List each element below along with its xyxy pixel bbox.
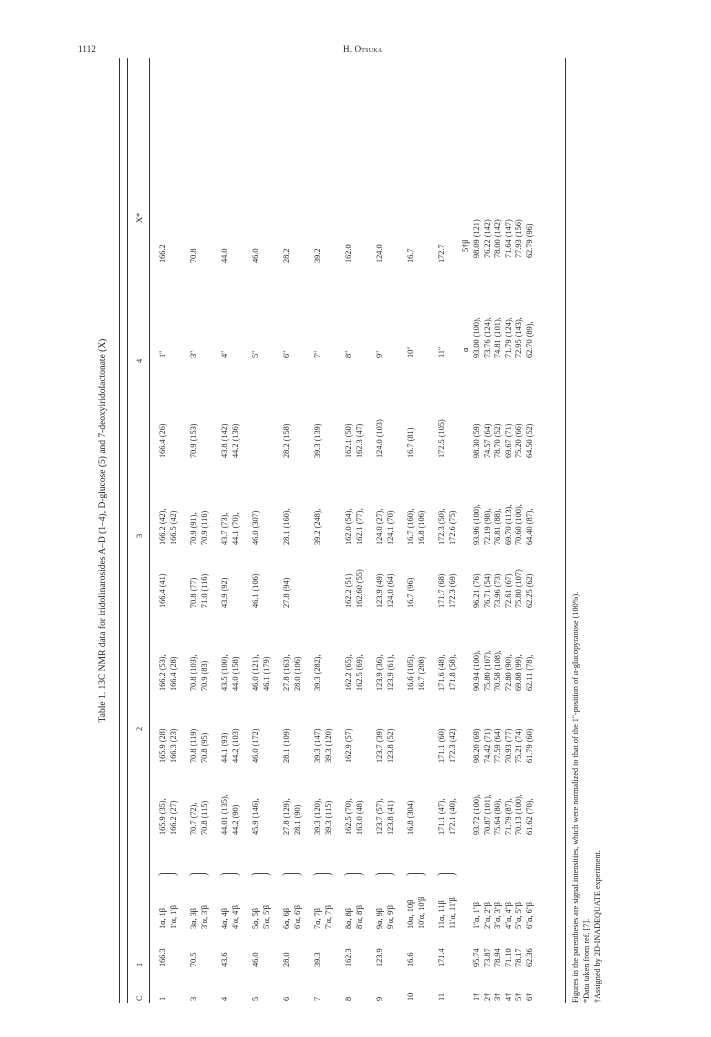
cell-v1: 71.10 xyxy=(503,948,513,967)
cell-v4: 166.2 (53), xyxy=(158,654,167,691)
cell-v3: 77.59 (64) xyxy=(493,728,502,763)
cell-v4b: 28.0 (106) xyxy=(293,656,302,691)
page-number: 1112 xyxy=(78,44,97,54)
cell-v3b: 39.3 (120) xyxy=(324,728,333,763)
cell-a: 4α, 4β xyxy=(220,907,229,929)
cell-xv: 39.2 xyxy=(313,248,322,263)
cell-v7: 43.8 (142) xyxy=(220,423,229,458)
cell-v4: 75.80 (107), xyxy=(482,650,492,691)
cell-xv: 172.7 xyxy=(437,244,446,263)
cell-v7: 162.1 (50) xyxy=(344,423,353,458)
cell-v6b: 44.1 (70), xyxy=(231,512,240,545)
cell-v3: 171.1 (60) xyxy=(437,728,446,763)
cell-v4b: 123.9 (61), xyxy=(386,654,395,691)
cell-v5b: 71.0 (116) xyxy=(200,573,209,608)
header-c: C xyxy=(135,995,144,1001)
cell-v2: 123.7 (57), xyxy=(375,798,384,835)
cell-v3: 75.21 (74) xyxy=(514,728,523,763)
cell-v3: 28.1 (109) xyxy=(282,728,291,763)
cell-v4: 72.80 (90), xyxy=(503,654,513,691)
cell-v4: 39.3 (282), xyxy=(313,654,322,691)
cell-a2: 11'α, 11'β xyxy=(448,897,457,929)
cell-c: 10 xyxy=(406,992,415,1001)
cell-a: 5α, 5β xyxy=(251,907,260,929)
cell-v2b: 39.3 (115) xyxy=(324,800,333,835)
cell-v6: 124.0 (27), xyxy=(375,508,384,545)
cell-v5: 171.7 (68) xyxy=(437,573,446,608)
cell-a: 11α, 11β xyxy=(437,900,446,929)
header-7: 4 xyxy=(135,358,144,363)
cell-v4: 16.6 (105), xyxy=(406,654,415,691)
cell-v6: 16.7 (160), xyxy=(406,508,415,545)
cell-a2: 8'α, 8'β xyxy=(355,904,364,929)
cell-v2: 61.62 (70), xyxy=(524,798,534,835)
cell-xb: 78.00 (142) xyxy=(493,219,502,258)
cell-v1: 78.94 xyxy=(493,948,502,967)
cell-a: 6α, 6β xyxy=(282,907,291,929)
cell-c: 3 xyxy=(189,996,198,1001)
brace xyxy=(251,873,271,877)
cell-a: 8α, 8β xyxy=(344,907,353,929)
cell-v4: 69.88 (99), xyxy=(514,654,523,691)
cell-v2b: 166.2 (27) xyxy=(169,800,178,835)
cell-c: 5 xyxy=(251,996,260,1001)
cell-xb: 71.64 (147) xyxy=(503,219,513,258)
cell-v7b: 44.2 (136) xyxy=(231,423,240,458)
cell-v7b: 162.3 (47) xyxy=(355,423,364,458)
cell-v4: 90.94 (100), xyxy=(472,650,481,691)
cell-a2: 7'α, 7'β xyxy=(324,904,333,929)
cell-xl: 11'' xyxy=(437,347,446,358)
cell-v5: 75.80 (107) xyxy=(514,569,523,608)
cell-xl: 6'' xyxy=(282,350,291,358)
brace xyxy=(189,873,209,877)
cell-v3b: 172.3 (42) xyxy=(448,728,457,763)
cell-xb: 98.09 (121) xyxy=(472,219,481,258)
cell-v6b: 70.9 (116) xyxy=(200,510,209,545)
cell-a: 1α, 1β xyxy=(158,907,167,929)
cell-xl: 9'' xyxy=(375,350,384,358)
sugar-head-beta: 5†β xyxy=(461,239,470,252)
cell-c: 4 xyxy=(220,996,229,1001)
cell-v2b: 28.1 (90) xyxy=(293,804,302,835)
cell-v4: 46.0 (121), xyxy=(251,654,260,691)
cell-v3: 165.9 (28) xyxy=(158,728,167,763)
cell-v3: 98.20 (69) xyxy=(472,728,481,763)
cell-v5b: 124.0 (64) xyxy=(386,573,395,608)
brace xyxy=(313,873,333,877)
cell-v2b: 44.2 (90) xyxy=(231,804,240,835)
cell-v2: 44.01 (135), xyxy=(220,794,229,835)
cell-v5: 72.61 (67) xyxy=(503,573,513,608)
cell-c: 2† xyxy=(482,992,492,1001)
cell-v7: 70.9 (153) xyxy=(189,423,198,458)
cell-a: 1''α, 1''β xyxy=(472,902,481,929)
cell-v1: 28.0 xyxy=(282,952,291,967)
cell-c: 1† xyxy=(472,992,481,1001)
cell-v5: 73.96 (73) xyxy=(493,573,502,608)
cell-v1: 43.6 xyxy=(220,952,229,967)
cell-v3b: 44.2 (103) xyxy=(231,728,240,763)
cell-v1: 62.36 xyxy=(524,948,534,967)
cell-xv: 166.2 xyxy=(158,244,167,263)
cell-v7: 39.3 (139) xyxy=(313,423,322,458)
cell-v6: 166.2 (42), xyxy=(158,508,167,545)
cell-v7: 98.30 (59) xyxy=(472,423,481,458)
cell-xa: 62.70 (89), xyxy=(524,321,534,358)
cell-a: 9α, 9β xyxy=(375,907,384,929)
cell-c: 4† xyxy=(503,992,513,1001)
running-head-author: H. Otsuka xyxy=(343,44,383,54)
cell-v6: 28.1 (160), xyxy=(282,508,291,545)
cell-v6: 93.96 (100), xyxy=(472,504,481,545)
cell-xl: 4'' xyxy=(220,350,229,358)
cell-v5: 123.9 (49) xyxy=(375,573,384,608)
cell-v2: 75.64 (80), xyxy=(493,798,502,835)
cell-v7: 69.67 (71) xyxy=(503,423,513,458)
cell-v2: 171.1 (47), xyxy=(437,798,446,835)
cell-v3b: 123.8 (52) xyxy=(386,728,395,763)
cell-c: 7 xyxy=(313,996,322,1001)
cell-v4b: 46.1 (179) xyxy=(262,656,271,691)
cell-xb: 62.79 (96) xyxy=(524,223,534,258)
cell-v7: 78.70 (52) xyxy=(493,423,502,458)
cell-xl: 7'' xyxy=(313,350,322,358)
cell-v1: 70.5 xyxy=(189,952,198,967)
cell-xv: 44.0 xyxy=(220,248,229,263)
sugar-head-alpha: α xyxy=(461,347,470,352)
brace xyxy=(344,873,364,877)
cell-c: 11 xyxy=(437,993,446,1001)
cell-xv: 28.2 xyxy=(282,248,291,263)
brace xyxy=(158,873,178,877)
cell-v7: 16.7 (81) xyxy=(406,427,415,458)
cell-v2b: 123.8 (41) xyxy=(386,800,395,835)
cell-v6b: 172.6 (75) xyxy=(448,510,457,545)
cell-v3: 74.42 (71) xyxy=(482,728,492,763)
cell-v3: 70.8 (119) xyxy=(189,728,198,763)
cell-v3: 123.7 (39) xyxy=(375,728,384,763)
cell-v2: 93.72 (100), xyxy=(472,794,481,835)
footnote-1: Figures in the parentheses are signal intensities, which were normalized to that of the 1''-position of α-glucopyranose (100%). xyxy=(571,591,580,1003)
cell-v5: 43.9 (92) xyxy=(220,577,229,608)
cell-v2: 27.8 (129), xyxy=(282,798,291,835)
cell-v1: 162.3 xyxy=(344,948,353,967)
cell-xl: 8'' xyxy=(344,350,353,358)
cell-a2: 3'α, 3'β xyxy=(200,904,209,929)
cell-v7: 75.20 (66) xyxy=(514,423,523,458)
cell-a2: 1'α, 1'β xyxy=(169,904,178,929)
cell-a: 10α, 10β xyxy=(406,899,415,929)
cell-v3: 61.79 (60) xyxy=(524,728,534,763)
brace xyxy=(406,873,426,877)
cell-v3: 44.1 (93) xyxy=(220,732,229,763)
header-3: 2 xyxy=(135,726,144,731)
rotated-table xyxy=(95,58,615,1003)
table-bottom-rule xyxy=(565,58,566,1003)
cell-xv: 46.0 xyxy=(251,248,260,263)
cell-v5: 62.25 (62) xyxy=(524,573,534,608)
cell-v7: 124.0 (103) xyxy=(375,419,384,458)
cell-v2: 71.79 (87), xyxy=(503,798,513,835)
cell-v6: 46.0 (307) xyxy=(251,510,260,545)
cell-v1: 123.9 xyxy=(375,948,384,967)
table-caption: Table 1. 13C NMR data for iridolinarosides A–D (1–4), D-glucose (5) and 7-deoxyiridolactonate (X) xyxy=(98,338,108,723)
cell-v4b: 70.9 (83) xyxy=(200,660,209,691)
cell-v2b: 70.8 (115) xyxy=(200,800,209,835)
cell-v1: 16.6 xyxy=(406,952,415,967)
cell-a: 5''α, 5''β xyxy=(514,902,523,929)
table-top-rule xyxy=(119,58,120,1003)
cell-c: 1 xyxy=(158,996,167,1001)
cell-v4: 27.8 (163), xyxy=(282,654,291,691)
cell-v6: 64.40 (87), xyxy=(524,508,534,545)
cell-xa: 73.76 (124), xyxy=(482,317,492,358)
header-5: 3 xyxy=(135,533,144,538)
cell-v4b: 166.4 (28) xyxy=(169,656,178,691)
cell-v7: 172.5 (105) xyxy=(437,419,446,458)
cell-v4: 123.9 (36), xyxy=(375,654,384,691)
cell-xa: 74.81 (101), xyxy=(493,317,502,358)
cell-c: 6† xyxy=(524,992,534,1001)
cell-a: 3α, 3β xyxy=(189,907,198,929)
cell-v6b: 16.8 (106) xyxy=(417,510,426,545)
cell-v4b: 162.5 (69), xyxy=(355,654,364,691)
cell-xb: 76.22 (142) xyxy=(482,219,492,258)
cell-v7: 166.4 (26) xyxy=(158,423,167,458)
cell-v3b: 166.3 (23) xyxy=(169,728,178,763)
cell-v5: 76.71 (54) xyxy=(482,573,492,608)
cell-v5: 27.8 (94) xyxy=(282,577,291,608)
cell-a: 2''α, 2''β xyxy=(482,902,492,929)
cell-v6b: 124.1 (70) xyxy=(386,510,395,545)
cell-v6: 172.3 (50), xyxy=(437,508,446,545)
cell-v6: 72.19 (98), xyxy=(482,508,492,545)
cell-v5: 166.4 (41) xyxy=(158,573,167,608)
cell-xv: 162.0 xyxy=(344,244,353,263)
cell-a2: 4'α, 4'β xyxy=(231,904,240,929)
cell-v1: 46.0 xyxy=(251,952,260,967)
cell-xl: 5'' xyxy=(251,350,260,358)
cell-xa: 72.95 (143), xyxy=(514,317,523,358)
cell-v2: 165.9 (35), xyxy=(158,798,167,835)
cell-a2: 5'α, 5'β xyxy=(262,904,271,929)
cell-c: 5† xyxy=(514,992,523,1001)
cell-v1: 171.4 xyxy=(437,948,446,967)
cell-v1: 39.3 xyxy=(313,952,322,967)
cell-v7: 74.57 (64) xyxy=(482,423,492,458)
cell-a2: 6'α, 6'β xyxy=(293,904,302,929)
cell-v6: 70.9 (91), xyxy=(189,512,198,545)
cell-a2: 9'α, 9'β xyxy=(386,904,395,929)
cell-v6: 70.60 (100), xyxy=(514,504,523,545)
header-9: X* xyxy=(135,212,144,223)
cell-v5b: 162.60 (55) xyxy=(355,569,364,608)
cell-xa: 71.79 (124), xyxy=(503,317,513,358)
cell-xl: 3'' xyxy=(189,350,198,358)
cell-xl: 1'' xyxy=(158,350,167,358)
cell-v3: 70.93 (77) xyxy=(503,728,513,763)
cell-a: 7α, 7β xyxy=(313,907,322,929)
cell-v5: 162.2 (51) xyxy=(344,573,353,608)
brace xyxy=(220,873,240,877)
cell-xv: 70.8 xyxy=(189,248,198,263)
cell-v1: 73.87 xyxy=(482,948,492,967)
cell-v3: 162.9 (57) xyxy=(344,728,353,763)
cell-v2b: 163.0 (48) xyxy=(355,800,364,835)
cell-v4: 162.2 (65), xyxy=(344,654,353,691)
cell-c: 9 xyxy=(375,996,384,1001)
cell-v3b: 70.8 (95) xyxy=(200,732,209,763)
cell-xb: 77.93 (156) xyxy=(514,219,523,258)
cell-v2: 16.8 (304) xyxy=(406,800,415,835)
cell-v5: 46.1 (106) xyxy=(251,573,260,608)
cell-v1: 95.74 xyxy=(472,948,481,967)
cell-xv: 16.7 xyxy=(406,248,415,263)
cell-v7: 64.50 (52) xyxy=(524,423,534,458)
cell-c: 3† xyxy=(493,992,502,1001)
cell-v2: 70.87 (101), xyxy=(482,794,492,835)
cell-v6: 39.2 (248), xyxy=(313,508,322,545)
cell-v5: 96.21 (76) xyxy=(472,573,481,608)
cell-v1: 166.3 xyxy=(158,948,167,967)
cell-v6b: 162.1 (77), xyxy=(355,508,364,545)
brace xyxy=(437,873,457,877)
cell-v5b: 172.3 (69) xyxy=(448,573,457,608)
cell-v2: 70.13 (100), xyxy=(514,794,523,835)
cell-c: 8 xyxy=(344,996,353,1001)
cell-v4b: 44.0 (158) xyxy=(231,656,240,691)
header-1: 1 xyxy=(135,962,144,967)
cell-v6: 162.0 (54), xyxy=(344,508,353,545)
cell-v3: 39.3 (147) xyxy=(313,728,322,763)
cell-xv: 124.0 xyxy=(375,244,384,263)
cell-v4: 70.8 (103), xyxy=(189,654,198,691)
cell-v2: 70.7 (72), xyxy=(189,802,198,835)
cell-v6: 69.70 (113), xyxy=(503,504,513,545)
brace xyxy=(375,873,395,877)
cell-v2: 162.5 (70), xyxy=(344,798,353,835)
cell-v5: 70.8 (77) xyxy=(189,577,198,608)
cell-v6b: 166.5 (42) xyxy=(169,510,178,545)
cell-v6: 43.7 (73), xyxy=(220,512,229,545)
cell-v2: 45.9 (146), xyxy=(251,798,260,835)
cell-xl: 10'' xyxy=(406,346,415,358)
cell-v1: 78.17 xyxy=(514,948,523,967)
cell-v5: 16.7 (96) xyxy=(406,577,415,608)
cell-a: 6''α, 6''β xyxy=(524,902,534,929)
brace xyxy=(282,873,302,877)
cell-v4b: 171.8 (58), xyxy=(448,654,457,691)
cell-v4: 70.58 (108), xyxy=(493,650,502,691)
cell-c: 6 xyxy=(282,996,291,1001)
cell-v2: 39.3 (120), xyxy=(313,798,322,835)
cell-v2b: 172.1 (40), xyxy=(448,798,457,835)
cell-v4: 62.11 (78), xyxy=(524,654,534,691)
cell-a: 4''α, 4''β xyxy=(503,902,513,929)
cell-v3: 46.0 (172) xyxy=(251,728,260,763)
cell-v4: 171.6 (48), xyxy=(437,654,446,691)
cell-a: 3''α, 3''β xyxy=(493,902,502,929)
cell-xa: 93.00 (100), xyxy=(472,317,481,358)
footnote-2: *Data taken from ref. [7]. xyxy=(582,918,591,1003)
table-header-rule-2 xyxy=(127,58,128,1003)
cell-v4: 43.5 (100), xyxy=(220,654,229,691)
cell-a2: 10'α, 10'β xyxy=(417,896,426,929)
table-header-rule xyxy=(149,58,150,1003)
cell-v6: 76.81 (88), xyxy=(493,508,502,545)
footnote-3: †Assigned by 2D-INADEQUATE experiment. xyxy=(593,850,602,1003)
cell-v4b: 16.7 (208) xyxy=(417,656,426,691)
cell-v7: 28.2 (158) xyxy=(282,423,291,458)
